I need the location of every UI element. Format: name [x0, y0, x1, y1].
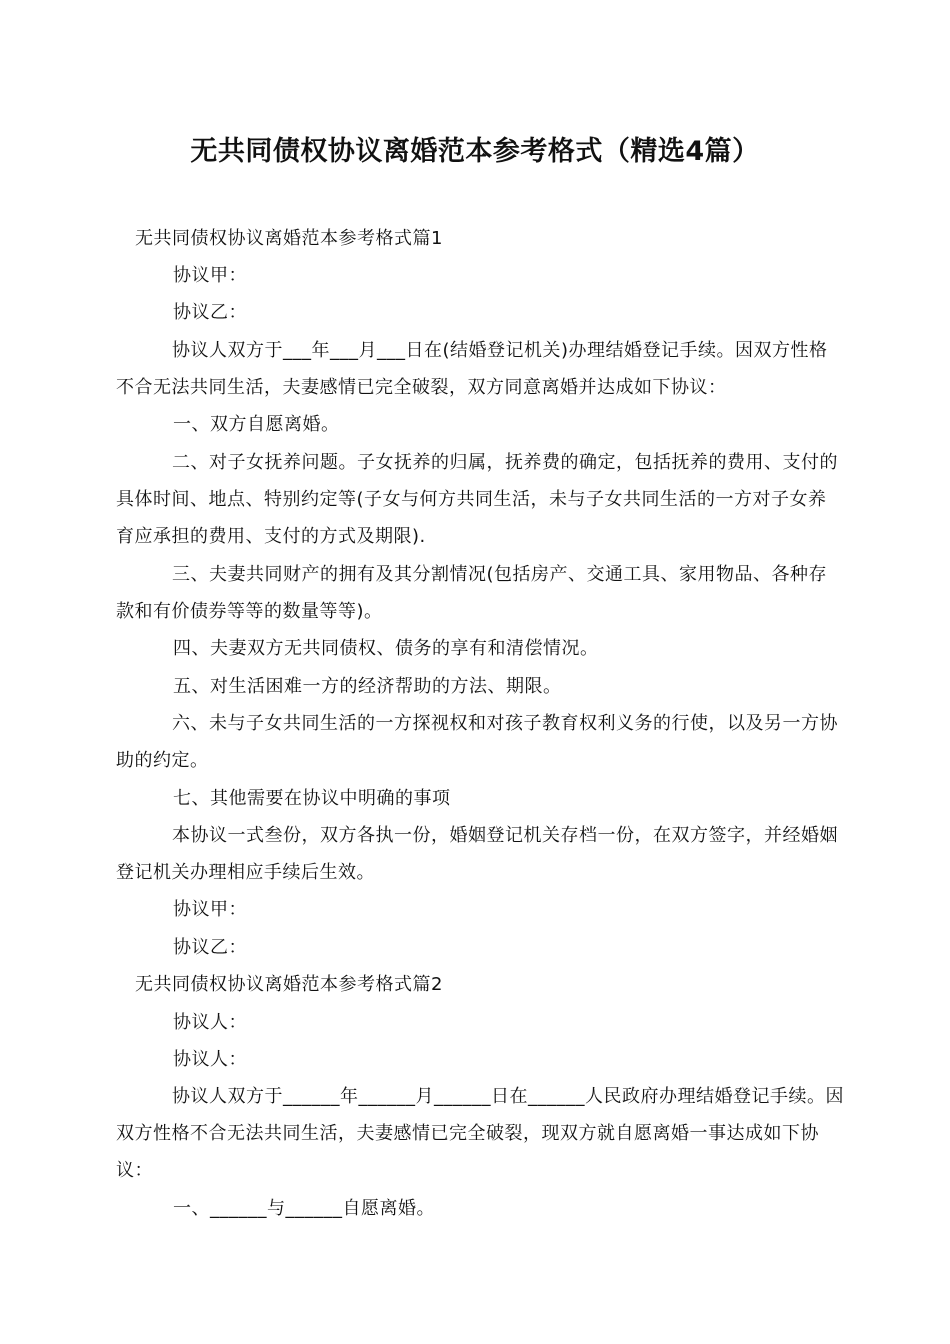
clause-1-section-2: 一、______与______自愿离婚。 — [173, 1198, 435, 1219]
party-b-line: 协议乙： — [173, 302, 247, 323]
section-heading-1: 无共同债权协议离婚范本参考格式篇1 — [135, 228, 443, 249]
section-heading-2: 无共同债权协议离婚范本参考格式篇2 — [135, 974, 443, 995]
clause-7: 七、其他需要在协议中明确的事项 — [173, 788, 451, 809]
clause-2: 二、对子女抚养问题。子女抚养的归属，抚养费的确定，包括抚养的费用、支付的具体时间、地点、特别约定等(子女与何方共同生活，未与子女共同生活的一方对子女养育应承担的费用、支付的方式及期限). — [116, 452, 838, 547]
agreement-intro-paragraph: 协议人双方于___年___月___日在(结婚登记机关)办理结婚登记手续。因双方性格不合无法共同生活，夫妻感情已完全破裂，双方同意离婚并达成如下协议： — [116, 340, 828, 398]
clause-3: 三、夫妻共同财产的拥有及其分割情况(包括房产、交通工具、家用物品、各种存款和有价债券等等的数量等等)。 — [116, 564, 828, 622]
agreement-intro-paragraph-2: 协议人双方于______年______月______日在______人民政府办理结婚登记手续。因双方性格不合无法共同生活，夫妻感情已完全破裂，现双方就自愿离婚一事达成如下协议： — [116, 1086, 844, 1181]
clause-6: 六、未与子女共同生活的一方探视权和对孩子教育权利义务的行使，以及另一方协助的约定。 — [116, 713, 838, 771]
clause-1: 一、双方自愿离婚。 — [173, 414, 340, 435]
document-title: 无共同债权协议离婚范本参考格式（精选4篇） — [190, 136, 760, 167]
effect-paragraph: 本协议一式叁份，双方各执一份，婚姻登记机关存档一份，在双方签字，并经婚姻登记机关办理相应手续后生效。 — [116, 825, 838, 883]
clause-4: 四、夫妻双方无共同债权、债务的享有和清偿情况。 — [173, 638, 599, 659]
party-line-2: 协议人： — [173, 1049, 247, 1070]
party-b-signature-line: 协议乙： — [173, 937, 247, 958]
party-a-line: 协议甲： — [173, 265, 247, 286]
clause-5: 五、对生活困难一方的经济帮助的方法、期限。 — [173, 676, 562, 697]
party-line-1: 协议人： — [173, 1012, 247, 1033]
party-a-signature-line: 协议甲： — [173, 899, 247, 920]
